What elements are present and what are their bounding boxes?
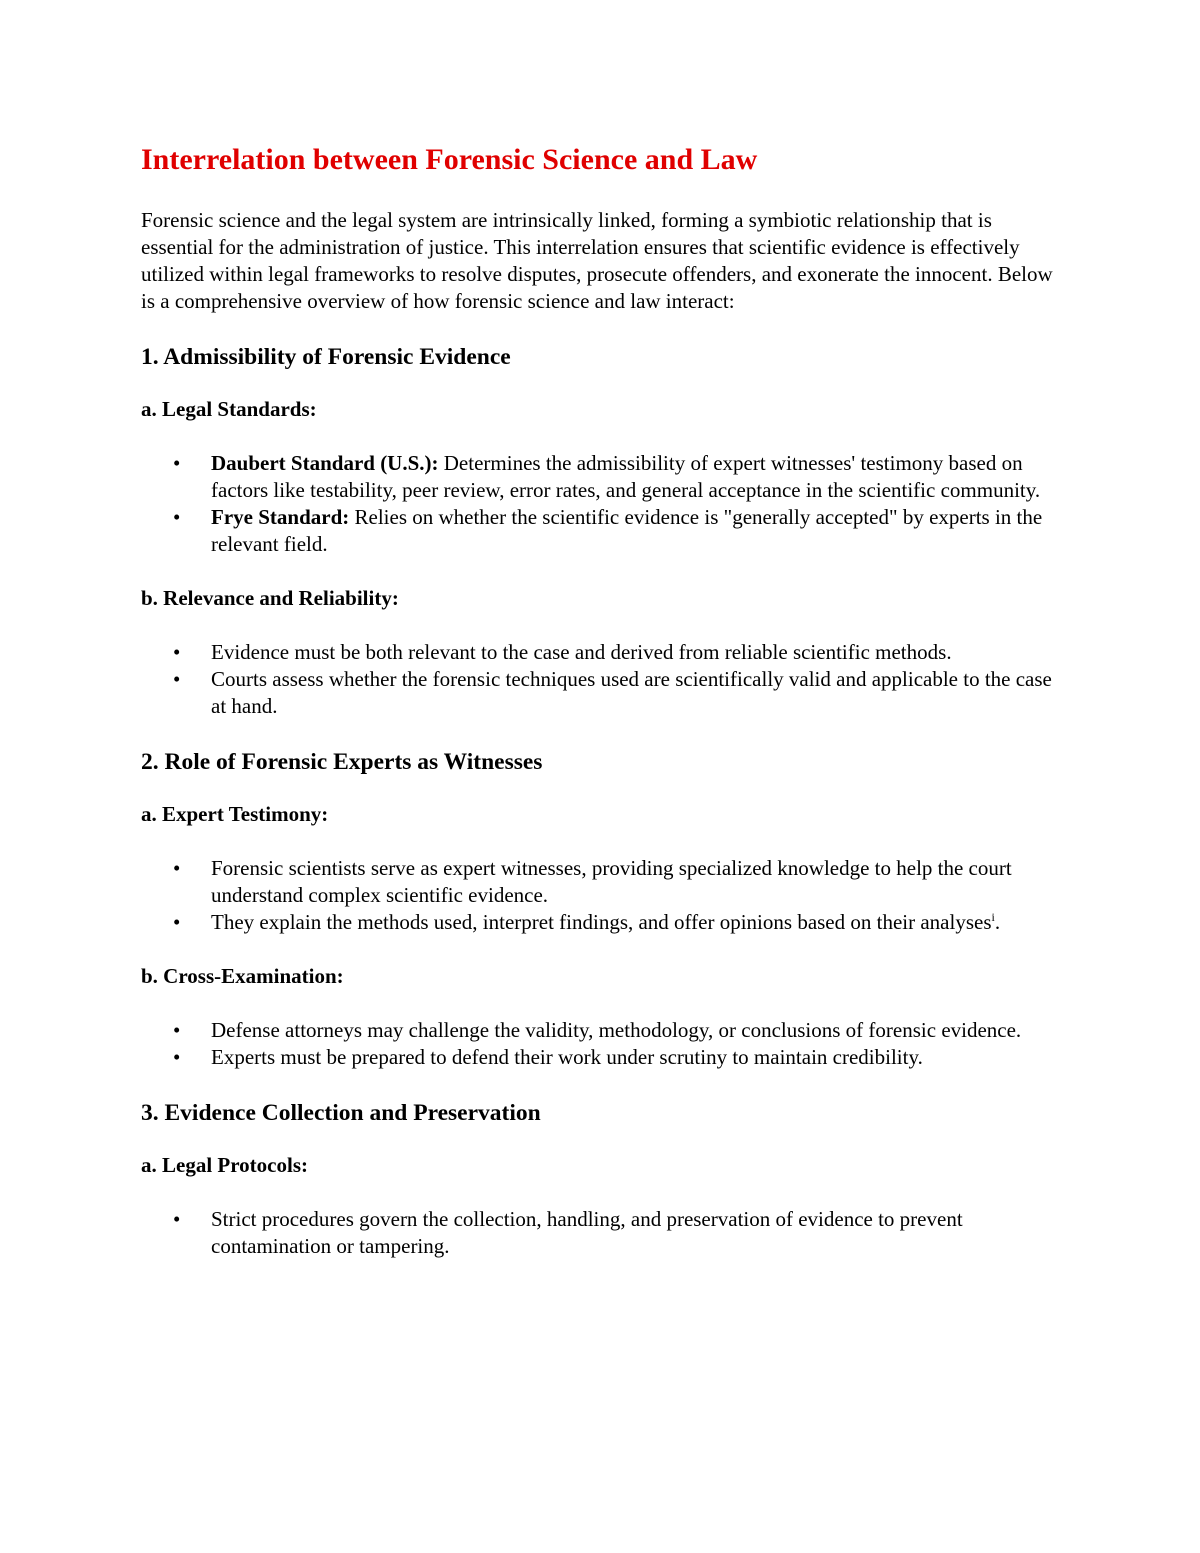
- bullet-icon: •: [173, 640, 181, 664]
- bullet-list: [141, 450, 1066, 558]
- bullet-text: They explain the methods used, interpret findings, and offer opinions based on their analyses: [211, 910, 992, 934]
- section-heading: 2. Role of Forensic Experts as Witnesses: [141, 749, 543, 775]
- bullet-icon: •: [173, 667, 181, 691]
- bullet-icon: •: [173, 1018, 181, 1042]
- list-item: [141, 1017, 1066, 1044]
- bullet-icon: •: [173, 1207, 181, 1231]
- list-item: [141, 1044, 1066, 1071]
- bullet-text: Forensic scientists serve as expert witnesses, providing specialized knowledge to help the court understand complex scientific evidence.: [211, 856, 1012, 907]
- document-page: [141, 140, 1066, 1287]
- list-item: [141, 504, 1066, 558]
- list-item: [141, 909, 1066, 936]
- bullet-list: [141, 639, 1066, 720]
- bullet-text: Strict procedures govern the collection, handling, and preservation of evidence to prevent contamination or tampering.: [211, 1207, 963, 1258]
- bullet-text: Determines the admissibility of expert witnesses' testimony based on factors like testability, peer review, error rates, and general acceptance in the scientific community.: [211, 451, 1041, 502]
- list-item: [141, 450, 1066, 504]
- footnote-marker: i: [991, 910, 995, 924]
- bullet-text: Relies on whether the scientific evidence is "generally accepted" by experts in the relevant field.: [211, 505, 1043, 556]
- bullet-list: [141, 1017, 1066, 1071]
- bullet-lead-term: Daubert Standard (U.S.):: [211, 451, 439, 475]
- list-item: [141, 855, 1066, 909]
- list-item: [141, 666, 1066, 720]
- bullet-list: [141, 1206, 1066, 1260]
- subsection-heading: a. Legal Protocols:: [141, 1153, 308, 1177]
- document-sections: [141, 342, 1066, 1260]
- list-item: [141, 639, 1066, 666]
- bullet-text: Courts assess whether the forensic techniques used are scientifically valid and applicable to the case at hand.: [211, 667, 1052, 718]
- subsection-heading: a. Expert Testimony:: [141, 802, 329, 826]
- intro-paragraph: Forensic science and the legal system are intrinsically linked, forming a symbiotic relationship that is essential for the administration of justice. This interrelation ensures that scientific evidence is effectively utilized within legal frameworks to resolve disputes, prosecute offenders, and exonerate the innocent. Below is a comprehensive overview of how forensic science and law interact:: [141, 208, 1053, 313]
- bullet-icon: •: [173, 1045, 181, 1069]
- section-heading: 3. Evidence Collection and Preservation: [141, 1100, 541, 1126]
- bullet-icon: •: [173, 856, 181, 880]
- bullet-lead-term: Frye Standard:: [211, 505, 350, 529]
- bullet-icon: •: [173, 505, 181, 529]
- bullet-text: Defense attorneys may challenge the validity, methodology, or conclusions of forensic evidence.: [211, 1018, 1022, 1042]
- bullet-list: [141, 855, 1066, 936]
- subsection-heading: b. Relevance and Reliability:: [141, 586, 399, 610]
- subsection-heading: a. Legal Standards:: [141, 397, 317, 421]
- list-item: [141, 1206, 1066, 1260]
- section-heading: 1. Admissibility of Forensic Evidence: [141, 344, 511, 370]
- bullet-icon: •: [173, 910, 181, 934]
- bullet-text: Evidence must be both relevant to the case and derived from reliable scientific methods.: [211, 640, 952, 664]
- subsection-heading: b. Cross-Examination:: [141, 964, 344, 988]
- document-title: Interrelation between Forensic Science and Law: [141, 143, 758, 176]
- bullet-text: Experts must be prepared to defend their work under scrutiny to maintain credibility.: [211, 1045, 923, 1069]
- bullet-icon: •: [173, 451, 181, 475]
- bullet-text-tail: .: [994, 910, 1001, 934]
